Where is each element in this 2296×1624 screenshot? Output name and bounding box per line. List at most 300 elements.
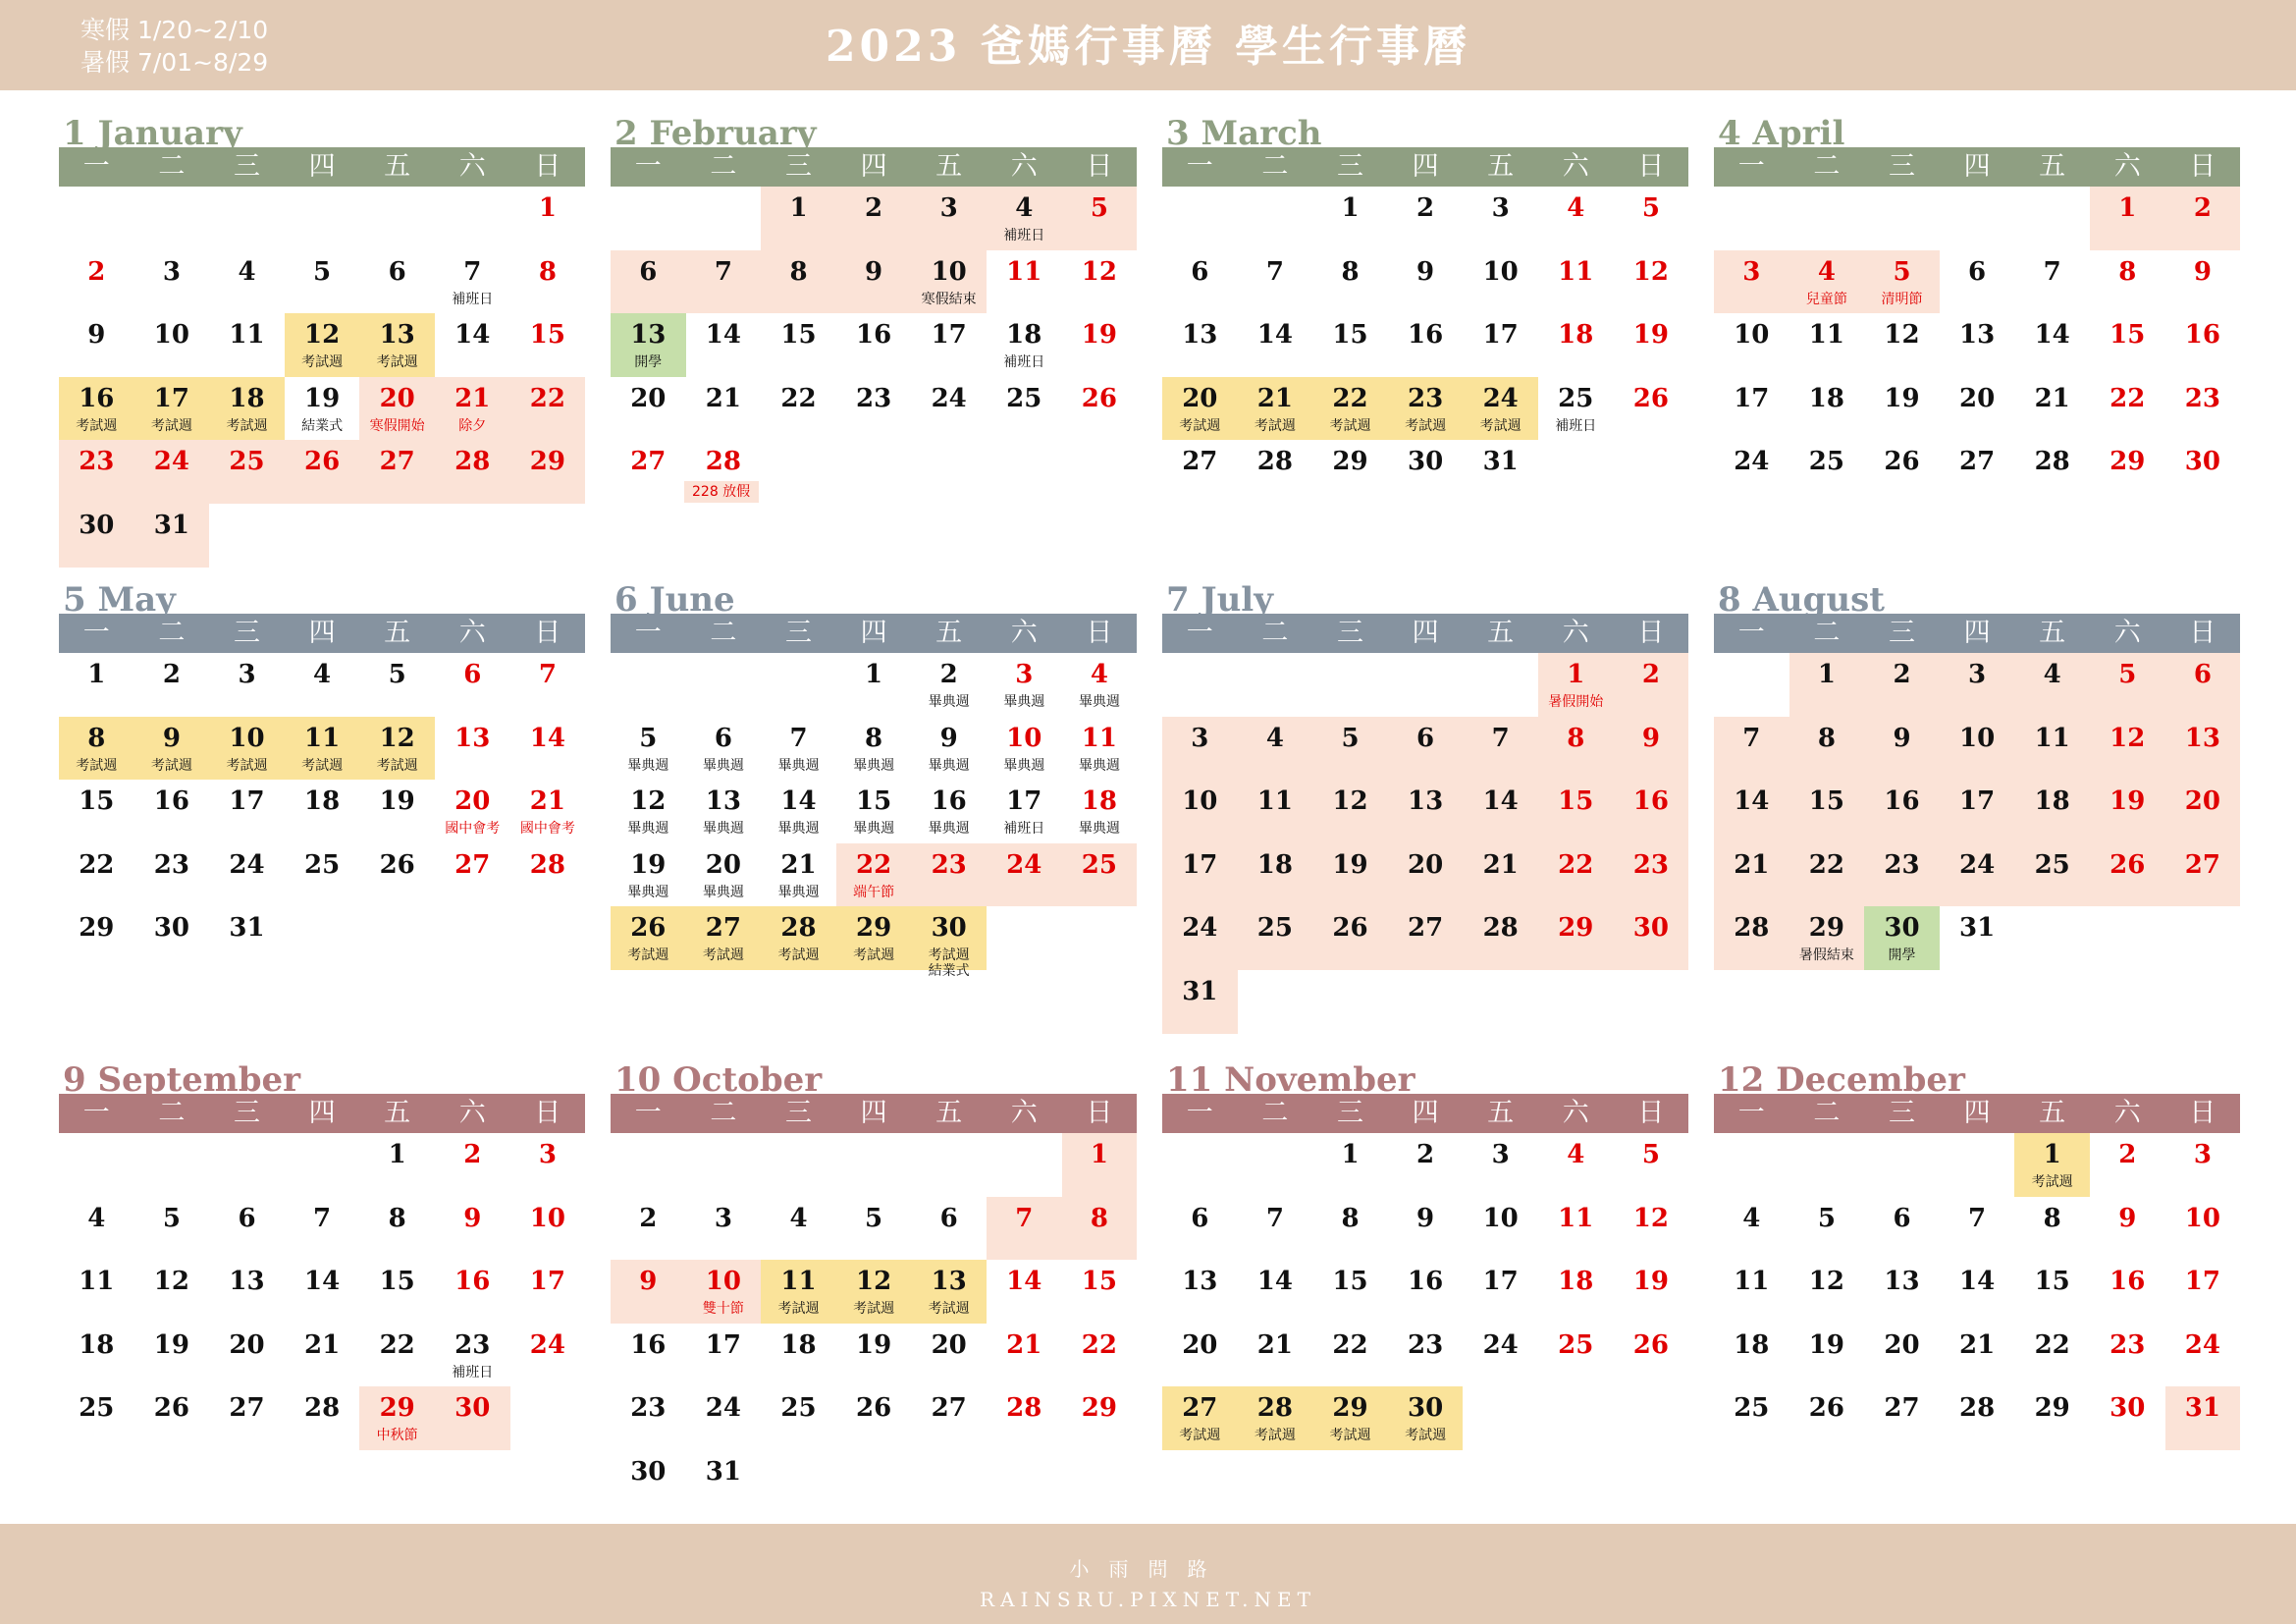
day-number: 6 <box>1893 1203 1911 1233</box>
day-number: 29 <box>1558 913 1594 944</box>
day-number: 24 <box>153 447 189 477</box>
day-cell <box>2090 653 2165 717</box>
day-number: 26 <box>379 849 415 880</box>
day-note: 畢典週 <box>853 821 895 838</box>
day-number: 3 <box>1742 256 1761 287</box>
day-number: 16 <box>1632 786 1669 817</box>
day-cell <box>435 1386 510 1450</box>
month-title: 10 October <box>614 1060 823 1100</box>
weekday-label: 二 <box>710 151 737 182</box>
day-number: 1 <box>1567 660 1585 689</box>
day-cell <box>1162 440 1238 504</box>
month-2 <box>611 114 1137 504</box>
month-title: 8 August <box>1718 580 1885 620</box>
header-bar <box>0 0 2296 90</box>
day-number: 6 <box>2193 660 2212 689</box>
day-cell <box>285 780 360 843</box>
day-cell <box>134 250 210 314</box>
day-number: 28 <box>1482 913 1519 944</box>
day-number: 18 <box>1256 849 1293 880</box>
weekday-label: 日 <box>2189 151 2216 182</box>
weekday-label: 二 <box>158 1098 186 1128</box>
weekday-label: 四 <box>860 151 887 182</box>
day-number: 15 <box>2109 320 2146 351</box>
day-cell <box>611 440 686 504</box>
weekday-label: 日 <box>534 618 561 648</box>
day-cell <box>1312 1324 1388 1387</box>
day-cell <box>1864 1324 1940 1387</box>
day-cell <box>611 250 686 314</box>
day-number: 19 <box>1884 383 1920 413</box>
day-cell <box>1312 313 1388 377</box>
day-number: 11 <box>1558 256 1594 287</box>
day-cell <box>1312 780 1388 843</box>
day-cell <box>1538 1133 1614 1197</box>
day-cell <box>611 377 686 441</box>
empty-cell <box>59 187 134 250</box>
day-cell <box>1238 377 1313 441</box>
day-number: 10 <box>1482 1203 1519 1233</box>
weekday-label: 三 <box>1888 618 1915 648</box>
day-number: 13 <box>1407 786 1444 817</box>
weekday-label: 五 <box>935 1098 963 1128</box>
day-cell <box>686 250 762 314</box>
day-note: 國中會考 <box>519 821 575 838</box>
day-number: 28 <box>705 447 741 477</box>
weekday-label: 日 <box>1086 618 1113 648</box>
winter-break-text: 寒假 1/20~2/10 <box>80 16 269 44</box>
day-number: 3 <box>538 1140 557 1169</box>
day-cell <box>2014 843 2090 907</box>
weekday-label: 一 <box>1186 151 1213 182</box>
day-number: 4 <box>1742 1203 1761 1233</box>
weekday-label: 五 <box>935 151 963 182</box>
day-number: 23 <box>79 447 115 477</box>
days-grid <box>1714 653 2240 970</box>
day-number: 28 <box>1006 1393 1042 1424</box>
day-cell <box>59 780 134 843</box>
day-number: 12 <box>303 320 341 351</box>
day-number: 12 <box>153 1267 189 1297</box>
day-cell <box>911 906 987 980</box>
day-cell <box>209 717 285 781</box>
days-grid <box>611 653 1137 980</box>
day-number: 2 <box>2118 1140 2137 1169</box>
day-cell <box>1940 440 2015 504</box>
day-number: 28 <box>1958 1393 1996 1424</box>
day-cell <box>1538 1324 1614 1387</box>
day-note: 國中會考 <box>445 821 501 838</box>
day-number: 5 <box>2118 660 2137 689</box>
day-number: 5 <box>1090 193 1108 223</box>
day-number: 30 <box>630 1456 667 1487</box>
day-cell <box>1463 1133 1538 1197</box>
day-number: 15 <box>1332 320 1368 351</box>
day-number: 29 <box>1081 1393 1117 1424</box>
day-number: 11 <box>1808 320 1844 351</box>
day-cell <box>1614 377 1689 441</box>
day-number: 27 <box>630 447 667 477</box>
weekday-label: 一 <box>634 1098 662 1128</box>
day-number: 10 <box>1182 786 1218 817</box>
weekday-label: 四 <box>308 618 336 648</box>
day-cell <box>911 1260 987 1324</box>
day-number: 2 <box>639 1203 658 1233</box>
weekday-label: 六 <box>2113 151 2141 182</box>
empty-cell <box>987 1133 1062 1197</box>
day-cell <box>987 780 1062 843</box>
day-cell <box>987 1260 1062 1324</box>
day-cell <box>1312 843 1388 907</box>
day-note: 考試週 <box>1329 1428 1371 1444</box>
day-cell <box>1388 1260 1464 1324</box>
day-cell <box>611 780 686 843</box>
empty-cell <box>611 653 686 717</box>
day-cell <box>1714 1324 1789 1387</box>
day-number: 16 <box>630 1329 667 1360</box>
month-6 <box>611 580 1137 980</box>
empty-cell <box>1789 1133 1865 1197</box>
day-number: 20 <box>1884 1329 1920 1360</box>
empty-cell <box>911 1133 987 1197</box>
day-cell <box>435 717 510 781</box>
day-note: 考試週 <box>376 757 418 774</box>
day-cell <box>1312 250 1388 314</box>
day-cell <box>686 1324 762 1387</box>
day-number: 16 <box>931 786 967 817</box>
day-number: 8 <box>1341 1203 1360 1233</box>
day-number: 14 <box>1482 786 1519 817</box>
day-number: 19 <box>153 1329 189 1360</box>
day-note: 考試週 <box>1254 1428 1296 1444</box>
day-number: 21 <box>1734 849 1770 880</box>
day-cell <box>1388 1133 1464 1197</box>
day-cell <box>2090 1197 2165 1261</box>
weekday-label: 六 <box>2113 618 2141 648</box>
day-cell <box>1614 250 1689 314</box>
day-number: 25 <box>2034 849 2070 880</box>
day-cell <box>2165 1324 2241 1387</box>
day-cell <box>911 377 987 441</box>
day-cell <box>285 717 360 781</box>
day-cell <box>836 653 912 717</box>
day-cell <box>2090 780 2165 843</box>
day-number: 13 <box>1958 320 1996 351</box>
day-cell <box>1614 906 1689 970</box>
day-cell <box>2090 440 2165 504</box>
days-grid <box>59 1133 585 1450</box>
day-note: 考試週 <box>2031 1174 2073 1190</box>
day-cell <box>1714 1260 1789 1324</box>
day-cell <box>435 250 510 314</box>
weekday-label: 四 <box>308 1098 336 1128</box>
day-number: 7 <box>538 660 557 689</box>
footer-author: 小雨問路 <box>1069 1557 1227 1581</box>
day-cell <box>1714 906 1789 970</box>
weekday-label: 一 <box>82 1098 110 1128</box>
day-number: 7 <box>1968 1203 1987 1233</box>
day-note: 補班日 <box>1555 417 1597 434</box>
day-number: 6 <box>238 1203 256 1233</box>
day-number: 9 <box>1893 723 1911 753</box>
day-cell <box>285 250 360 314</box>
day-cell <box>1238 780 1313 843</box>
empty-cell <box>1162 653 1238 717</box>
day-number: 13 <box>1182 320 1218 351</box>
day-number: 23 <box>454 1329 491 1360</box>
day-cell <box>1789 440 1865 504</box>
day-note: 畢典週 <box>928 694 970 710</box>
day-cell <box>285 377 360 441</box>
day-cell <box>1940 1197 2015 1261</box>
day-cell <box>761 906 836 970</box>
day-cell <box>836 906 912 970</box>
day-number: 19 <box>855 1329 892 1360</box>
month-10 <box>611 1060 1137 1514</box>
day-cell <box>1388 1324 1464 1387</box>
day-cell <box>2165 440 2241 504</box>
month-1 <box>59 114 585 568</box>
day-cell <box>911 653 987 717</box>
day-note: 考試週 <box>928 947 970 964</box>
day-number: 12 <box>1632 256 1669 287</box>
day-number: 29 <box>2109 447 2146 477</box>
weekday-header <box>59 1094 585 1133</box>
day-note: 畢典週 <box>777 884 820 900</box>
day-cell <box>359 843 435 907</box>
day-cell <box>2014 1324 2090 1387</box>
day-number: 26 <box>153 1393 189 1424</box>
day-number: 2 <box>162 660 181 689</box>
day-cell <box>836 1324 912 1387</box>
day-number: 14 <box>1256 320 1293 351</box>
day-cell <box>761 187 836 250</box>
day-number: 5 <box>1893 256 1911 287</box>
day-number: 21 <box>529 786 565 817</box>
day-cell <box>761 1386 836 1450</box>
day-number: 1 <box>388 1140 406 1169</box>
weekday-label: 三 <box>233 618 260 648</box>
month-title: 4 April <box>1718 114 1845 153</box>
day-number: 9 <box>1641 723 1660 753</box>
empty-cell <box>761 1133 836 1197</box>
day-number: 11 <box>1558 1203 1594 1233</box>
day-cell <box>1388 780 1464 843</box>
day-note: 畢典週 <box>928 757 970 774</box>
weekday-label: 三 <box>1336 1098 1363 1128</box>
weekday-label: 三 <box>1888 1098 1915 1128</box>
day-number: 17 <box>931 320 967 351</box>
day-note: 考試週 <box>928 1301 970 1318</box>
day-note: 畢典週 <box>853 757 895 774</box>
day-number: 11 <box>2034 723 2070 753</box>
day-number: 6 <box>639 256 658 287</box>
day-cell <box>1238 313 1313 377</box>
day-cell <box>2165 780 2241 843</box>
month-7 <box>1162 580 1688 1034</box>
day-cell <box>1614 313 1689 377</box>
empty-cell <box>209 1133 285 1197</box>
day-cell <box>285 843 360 907</box>
weekday-label: 二 <box>1261 618 1289 648</box>
day-number: 22 <box>529 383 565 413</box>
day-cell <box>1789 1324 1865 1387</box>
month-title: 5 May <box>63 580 176 620</box>
day-note: 考試週 <box>301 354 344 371</box>
weekday-label: 二 <box>158 151 186 182</box>
day-number: 3 <box>1191 723 1209 753</box>
day-cell <box>1538 906 1614 970</box>
day-number: 8 <box>538 256 557 287</box>
day-number: 12 <box>379 723 415 753</box>
day-cell <box>836 1260 912 1324</box>
month-8 <box>1714 580 2240 970</box>
day-number: 13 <box>1884 1267 1920 1297</box>
day-number: 21 <box>1958 1329 1996 1360</box>
day-number: 12 <box>1808 1267 1844 1297</box>
weekday-label: 五 <box>1487 1098 1515 1128</box>
day-cell <box>1714 717 1789 781</box>
day-cell <box>1614 1260 1689 1324</box>
day-number: 3 <box>162 256 181 287</box>
day-number: 13 <box>630 320 667 351</box>
day-cell <box>1062 250 1138 314</box>
day-cell <box>761 843 836 907</box>
day-cell <box>59 906 134 970</box>
day-cell <box>359 653 435 717</box>
day-cell <box>510 1133 586 1197</box>
day-number: 14 <box>1256 1267 1293 1297</box>
day-cell <box>1538 250 1614 314</box>
day-cell <box>1162 377 1238 441</box>
day-number: 14 <box>1006 1267 1042 1297</box>
day-number: 9 <box>2193 256 2212 287</box>
day-cell <box>435 377 510 441</box>
weekday-label: 二 <box>158 618 186 648</box>
weekday-header <box>59 147 585 187</box>
day-cell <box>761 377 836 441</box>
weekday-label: 二 <box>1813 618 1841 648</box>
day-cell <box>1062 1197 1138 1261</box>
day-cell <box>611 906 686 970</box>
empty-cell <box>1940 187 2015 250</box>
day-cell <box>1238 1324 1313 1387</box>
day-cell <box>686 1450 762 1514</box>
day-note: 結業式 <box>301 417 344 434</box>
month-5 <box>59 580 585 970</box>
day-cell <box>1714 377 1789 441</box>
day-cell <box>987 1197 1062 1261</box>
empty-cell <box>1714 1133 1789 1197</box>
day-cell <box>1538 187 1614 250</box>
day-number: 31 <box>1482 447 1519 477</box>
day-number: 24 <box>705 1393 741 1424</box>
day-cell <box>435 1197 510 1261</box>
day-number: 11 <box>1256 786 1293 817</box>
day-number: 1 <box>865 660 883 689</box>
day-cell <box>209 1324 285 1387</box>
day-cell <box>1538 780 1614 843</box>
day-number: 25 <box>1006 383 1042 413</box>
empty-cell <box>1388 653 1464 717</box>
day-number: 14 <box>454 320 491 351</box>
day-cell <box>134 1386 210 1450</box>
day-cell <box>1162 906 1238 970</box>
day-cell <box>1940 377 2015 441</box>
day-cell <box>1789 843 1865 907</box>
day-cell <box>1162 717 1238 781</box>
day-cell <box>2014 1260 2090 1324</box>
day-cell <box>1388 250 1464 314</box>
day-number: 30 <box>2109 1393 2146 1424</box>
day-cell <box>209 906 285 970</box>
day-note: 畢典週 <box>702 884 744 900</box>
day-number: 17 <box>153 383 189 413</box>
weekday-label: 三 <box>784 1098 812 1128</box>
day-number: 10 <box>153 320 189 351</box>
days-grid <box>611 187 1137 504</box>
day-number: 10 <box>705 1267 741 1297</box>
weekday-label: 六 <box>458 151 486 182</box>
day-number: 13 <box>229 1267 265 1297</box>
day-number: 26 <box>303 447 341 477</box>
day-cell <box>1162 250 1238 314</box>
day-number: 22 <box>1558 849 1594 880</box>
day-cell <box>134 1324 210 1387</box>
day-cell <box>209 1197 285 1261</box>
day-cell <box>59 250 134 314</box>
day-number: 27 <box>2184 849 2220 880</box>
day-number: 25 <box>1256 913 1293 944</box>
day-number: 25 <box>303 849 341 880</box>
day-cell <box>1789 653 1865 717</box>
day-note: 畢典週 <box>702 757 744 774</box>
day-cell <box>1388 377 1464 441</box>
day-number: 14 <box>780 786 817 817</box>
day-number: 23 <box>1407 383 1444 413</box>
day-cell <box>2165 843 2241 907</box>
day-number: 1 <box>1341 193 1360 223</box>
day-number: 5 <box>1817 1203 1836 1233</box>
empty-cell <box>1864 1133 1940 1197</box>
day-cell <box>1062 1324 1138 1387</box>
weekday-label: 二 <box>1261 1098 1289 1128</box>
day-cell <box>510 1324 586 1387</box>
day-number: 27 <box>454 849 491 880</box>
day-cell <box>836 1197 912 1261</box>
day-note: 畢典週 <box>1078 757 1120 774</box>
day-number: 17 <box>705 1329 741 1360</box>
month-title: 12 December <box>1718 1060 1965 1100</box>
footer-url: RAINSRU.PIXNET.NET <box>980 1588 1316 1611</box>
day-number: 16 <box>79 383 115 413</box>
day-cell <box>59 1386 134 1450</box>
day-number: 11 <box>303 723 341 753</box>
day-number: 3 <box>939 193 958 223</box>
day-cell <box>611 1197 686 1261</box>
day-number: 20 <box>379 383 415 413</box>
weekday-label: 六 <box>458 618 486 648</box>
day-number: 11 <box>229 320 265 351</box>
day-number: 24 <box>1734 447 1770 477</box>
day-cell <box>1864 717 1940 781</box>
day-cell <box>1864 906 1940 970</box>
day-number: 28 <box>1734 913 1770 944</box>
day-cell <box>1538 717 1614 781</box>
day-cell <box>1538 377 1614 441</box>
month-title: 2 February <box>614 114 817 153</box>
weekday-label: 三 <box>1336 618 1363 648</box>
